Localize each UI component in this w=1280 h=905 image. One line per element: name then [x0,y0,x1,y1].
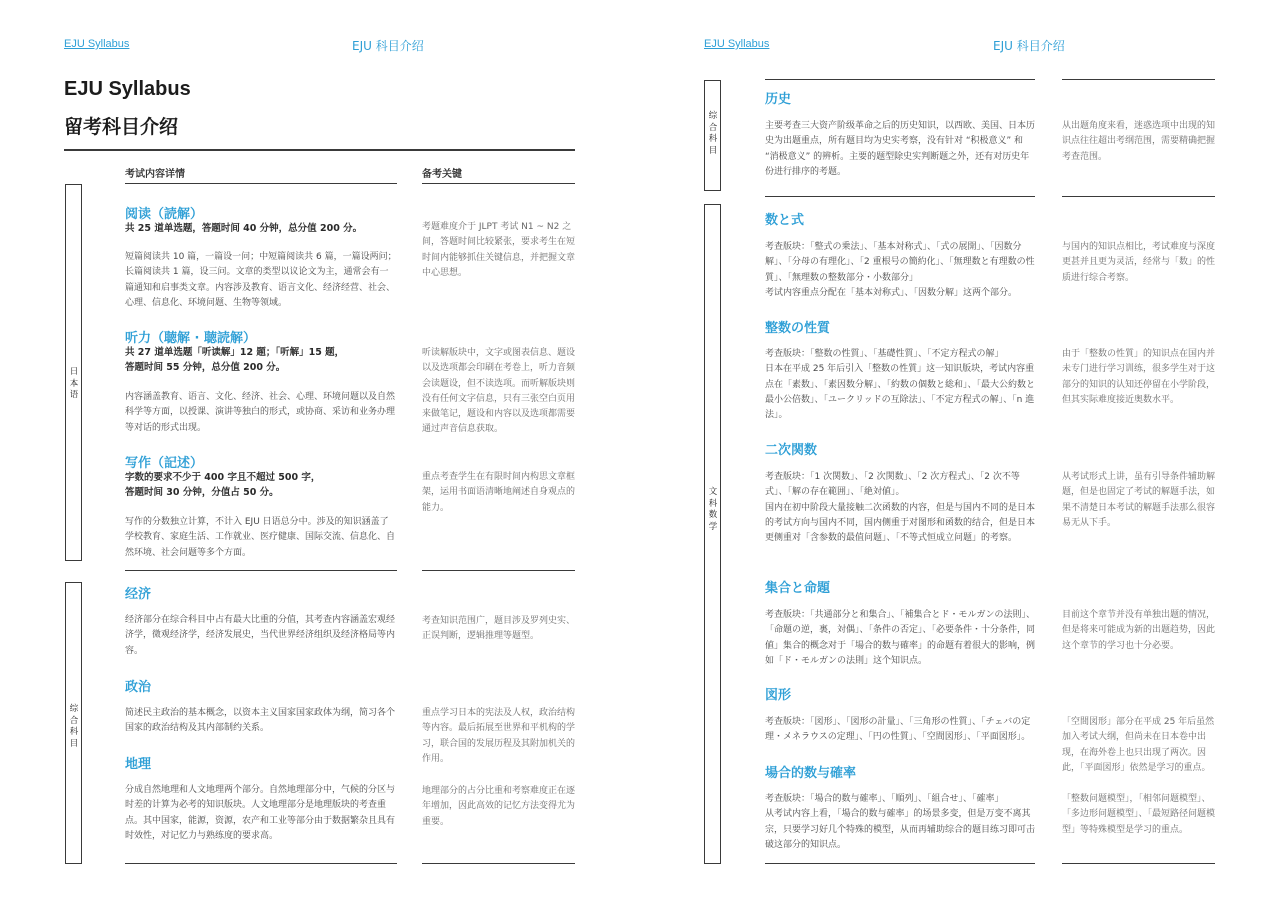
column-head-rule-detail [125,183,397,184]
group-label-japanese: 日本语 [69,367,79,400]
writing-note: 重点考查学生在有限时间内构思文章框架，运用书面语清晰地阐述自身观点的能力。 [422,472,576,513]
column-head-rule-key [422,183,575,184]
section-title-numbers: 数と式 [765,213,805,228]
section-title-sets: 集合と命題 [765,581,831,596]
right-top-rule-detail [765,79,1035,80]
writing-summary-2: 答题时间 30 分钟，分值占 50 分。 [125,487,279,498]
section-title-probability: 場合的数与確率 [765,766,857,781]
right-rule-bottom-key [1062,863,1215,864]
column-head-key: 备考关键 [422,169,462,180]
group-box-math [704,204,721,864]
section-title-figures: 図形 [765,688,792,703]
section-rule-left-bottom-detail [125,863,397,864]
right-rule-history-end-detail [765,196,1035,197]
listening-summary-2: 答题时间 55 分钟，总分值 200 分。 [125,362,286,373]
group-label-general: 综合科目 [69,704,79,749]
writing-body: 写作的分数独立计算，不计入 EJU 日语总分中。涉及的知识涵盖了学校教育、家庭生活、工作就业、医疗健康、国际交流、信息化、自然环境、社会问题等多个方面。 [125,517,396,558]
probability-note: 「整数问题模型」，「相邻问题模型」、「多边形问题模型」、「最短路径问题模型」等特殊模型是学习的重点。 [1062,794,1216,835]
politics-body: 简述民主政治的基本概念，以资本主义国家国家政体为纲，简习各个国家的政治结构及其内部制约关系。 [125,708,396,734]
figures-body: 考查版块：「図形」、「図形の計量」、「三角形の性質」、「チェバの定理・メネラウスの定理」、「円の性質」、「空間図形」、「平面図形」。 [765,717,1031,743]
section-title-politics: 政治 [125,680,152,695]
reading-body: 短篇阅读共 10 篇，一篇设一问；中短篇阅读共 6 篇，一篇设两问；长篇阅读共 1 篇，设三问。文章的类型以议论文为主，通常会有一篇通知和启事类文章。内容涉及教育、语言文化、经济经营、社会、心理、信息化、环境问题、生物等领域。 [125,252,397,308]
group-label-general-right: 综合科目 [708,111,718,156]
probability-body: 考查版块：「場合的数与確率」、「順列」、「組合せ」、「確率」 从考试内容上看，「場合的数与確率」的场景多变，但是万变不离其宗，只要学习好几个特殊的模型，从而再辅助综合的题目练习即可击破这部分的知识点。 [765,794,1036,850]
header-link-eju-syllabus-right[interactable]: EJU Syllabus [704,38,770,50]
section-title-economics: 经济 [125,587,152,602]
right-rule-history-end-key [1062,196,1215,197]
quadratic-body: 考查版块：「1 次関数」、「2 次関数」、「2 次方程式」、「2 次不等式」、「解の存在範囲」、「絶対値」。 国内在初中阶段大量接触二次函数的内容，但是与国内不同的是日本的考试方向与国内不同，国内侧重于对图形和函数的结合，但是日本更侧重对「含参数的最值问题」、「不等式恒成立问题」的考察。 [765,472,1036,544]
numbers-note: 与国内的知识点相比，考试难度与深度更甚并且更为灵活，经常与「数」的性质进行综合考察。 [1062,242,1216,283]
politics-note: 重点学习日本的宪法及人权，政治结构等内容。最后拓展至世界和平机构的学习，联合国的发展历程及其附加机关的作用。 [422,708,576,764]
quadratic-note: 从考试形式上讲，虽有引导条件辅助解题，但是也固定了考试的解题手法，如果不清楚日本考试的解题手法那么很容易无从下手。 [1062,472,1216,528]
listening-summary-1: 共 27 道单选题「听读解」12 题；「听解」15 题， [125,347,345,358]
group-label-math: 文科数学 [708,487,718,532]
sets-note: 目前这个章节并没有单独出题的情况，但是将来可能成为新的出题趋势，因此这个章节的学习也十分必要。 [1062,610,1216,651]
title-divider [64,149,575,151]
reading-note: 考题难度介于 JLPT 考试 N1 ~ N2 之间，答题时间比较紧张，要求考生在短时间内能够抓住关键信息，并把握文章中心思想。 [422,222,576,278]
history-note: 从出题角度来看，迷惑选项中出现的知识点往往超出考纲范围，需要精确把握考查范围。 [1062,121,1216,162]
history-body: 主要考查三大资产阶级革命之后的历史知识，以西欧、美国、日本历史为出题重点，所有题目均为史实考察，没有针对 “积极意义” 和 “消极意义” 的辨析。主要的题型除史实判断题之外，还有对历史年份进行排序的考题。 [765,121,1036,177]
header-subject-intro: EJU 科目介绍 [352,39,424,53]
listening-body: 内容涵盖教育、语言、文化、经济、社会、心理、环境问题以及自然科学等方面，以授课、演讲等独白的形式，或协商、采访和业务办理等对话的形式出现。 [125,392,396,433]
header-link-eju-syllabus[interactable]: EJU Syllabus [64,38,130,50]
section-title-geography: 地理 [125,757,152,772]
numbers-body: 考查版块：「整式の乗法」、「基本対称式」、「式の展開」、「因数分解」、「分母の有理化」、「2 重根号の簡約化」、「無理数と有理数の性質」、「無理数の整数部分・小数部分」 考试内容重点分配在「基本対称式」、「因数分解」这两个部分。 [765,242,1035,298]
economics-note: 考查知识范围广，题目涉及罗列史实、正误判断，逻辑推理等题型。 [422,616,576,642]
column-head-detail: 考试内容详情 [125,169,185,180]
listening-note: 听读解版块中，文字或图表信息、题设以及选项都会印刷在考卷上，听力音频会读题设，但不读选项。而听解版块则没有任何文字信息，只有三张空白页用来做笔记，题设和内容以及选项都需要通过声音信息获取。 [422,348,576,435]
sets-body: 考查版块：「共通部分と和集合」、「補集合とド・モルガンの法則」、「命題の逆，裏，対偶」、「条件の否定」、「必要条件・十分条件，同値」集合的概念对于「場合的数与確率」的命题有着很大的影响，例如「ド・モルガンの法則」这个知识点。 [765,610,1036,666]
header-subject-intro-right: EJU 科目介绍 [993,39,1065,53]
figures-note: 「空間図形」部分在平成 25 年后虽然加入考试大纲，但尚未在日本卷中出现，在海外卷上也只出现了两次。因此，「平面図形」依然是学习的重点。 [1062,717,1215,773]
economics-body: 经济部分在综合科目中占有最大比重的分值，其考查内容涵盖宏观经济学，微观经济学，经济发展史，当代世界经济组织及经济格局等内容。 [125,615,396,656]
geography-body: 分成自然地理和人文地理两个部分。自然地理部分中，气候的分区与时差的计算为必考的知识版块。人文地理部分是地理版块的考查重点。其中国家，能源，资源，农产和工业等部分由于数据繁杂且具有时效性，对记忆力与熟练度的要求高。 [125,785,396,841]
right-rule-bottom-detail [765,863,1035,864]
integers-body: 考查版块：「整数の性質」、「基礎性質」、「不定方程式の解」 日本在平成 25 年后引入「整数の性質」这一知识版块，考试内容重点在「素数」、「素因数分解」、「約数の個数と総和」、「最大公約数と最小公倍数」、「ユークリッドの互除法」、「不定方程式の解」、「n 進法」。 [765,349,1036,421]
writing-summary-1: 字数的要求不少于 400 字且不超过 500 字， [125,472,321,483]
integers-note: 由于「整数の性質」的知识点在国内并未专门进行学习训练，很多学生对于这部分的知识的认知还停留在小学阶段，但其实际难度接近奥数水平。 [1062,349,1216,405]
section-title-integers: 整数の性質 [765,321,831,336]
geography-note: 地理部分的占分比重和考察难度正在逐年增加，因此高效的记忆方法变得尤为重要。 [422,786,576,827]
section-rule-left-bottom-key [422,863,575,864]
right-top-rule-key [1062,79,1215,80]
reading-summary: 共 25 道单选题，答题时间 40 分钟，总分值 200 分。 [125,223,363,234]
section-rule-japanese-end-key [422,570,575,571]
section-rule-japanese-end-detail [125,570,397,571]
section-title-reading: 阅读（読解） [125,207,204,222]
section-title-history: 历史 [765,92,792,107]
section-title-quadratic: 二次関数 [765,443,818,458]
page-title-zh: 留考科目介绍 [64,116,179,138]
section-title-writing: 写作（記述） [125,456,204,471]
section-title-listening: 听力（聴解 · 聴読解） [125,331,256,346]
page-title-en: EJU Syllabus [64,78,191,100]
